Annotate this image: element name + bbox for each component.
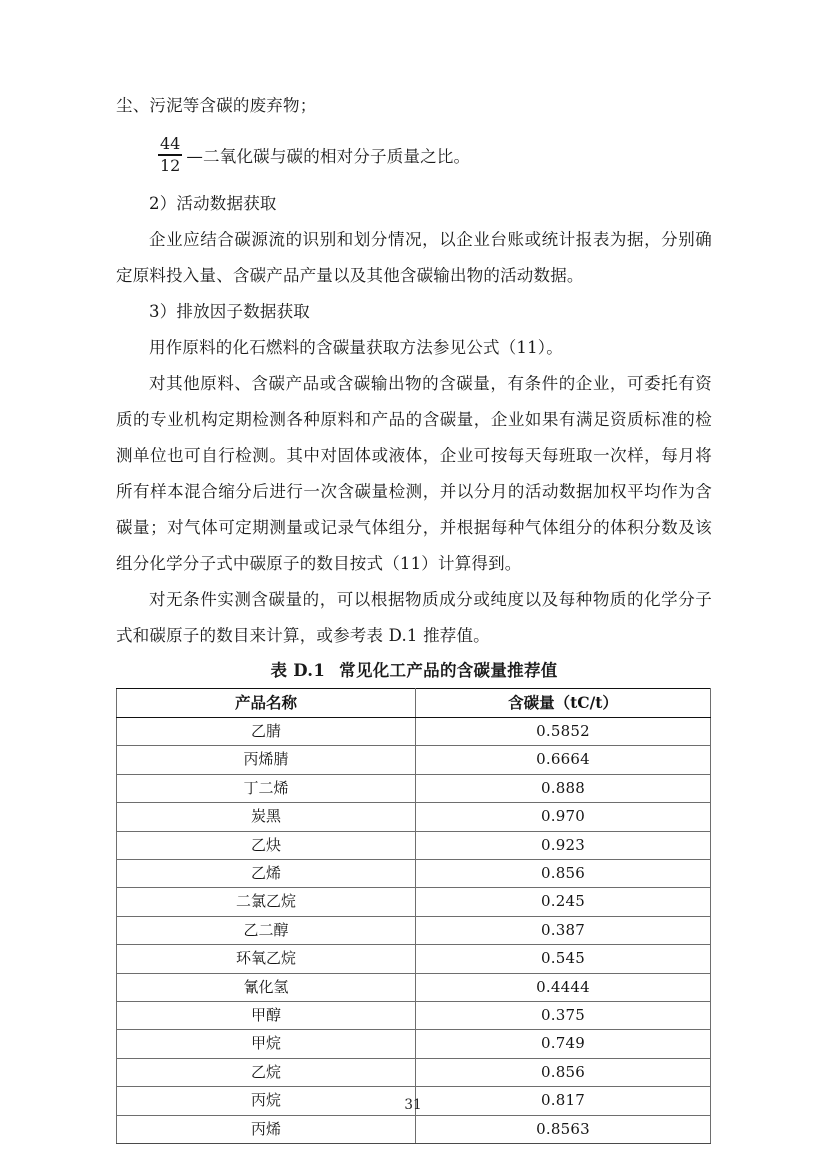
table-row xyxy=(117,803,711,831)
cell-carbon-content: 0.856 xyxy=(416,1058,711,1086)
page-content xyxy=(116,88,712,1144)
paragraph-activity-data: 企业应结合碳源流的识别和划分情况，以企业台账或统计报表为据，分别确定原料投入量、含碳产品产量以及其他含碳输出物的活动数据。 xyxy=(116,230,712,285)
cell-product-name: 丙烷 xyxy=(117,1087,416,1115)
cell-product-name: 乙炔 xyxy=(117,831,416,859)
cell-carbon-content: 0.970 xyxy=(416,803,711,831)
paragraph-waste: 尘、污泥等含碳的废弃物； xyxy=(116,96,317,115)
cell-carbon-content: 0.888 xyxy=(416,774,711,802)
cell-product-name: 甲醇 xyxy=(117,1002,416,1030)
carbon-content-table xyxy=(116,688,711,1144)
cell-carbon-content: 0.545 xyxy=(416,945,711,973)
fraction-definition-line xyxy=(116,124,712,186)
cell-product-name: 氰化氢 xyxy=(117,973,416,1001)
fraction-description: —二氧化碳与碳的相对分子质量之比。 xyxy=(186,147,471,166)
table-row xyxy=(117,1115,711,1143)
column-header-carbon-content: 含碳量（tC/t） xyxy=(416,689,711,718)
table-row xyxy=(117,1058,711,1086)
table-row xyxy=(117,1002,711,1030)
table-row xyxy=(117,718,711,746)
cell-product-name: 丁二烯 xyxy=(117,774,416,802)
cell-product-name: 丙烯腈 xyxy=(117,746,416,774)
table-row xyxy=(117,774,711,802)
fraction-44-over-12 xyxy=(158,135,182,174)
paragraph-fossil-fuel: 用作原料的化石燃料的含碳量获取方法参见公式（11）。 xyxy=(149,338,563,357)
cell-carbon-content: 0.245 xyxy=(416,888,711,916)
table-row xyxy=(117,831,711,859)
cell-carbon-content: 0.6664 xyxy=(416,746,711,774)
table-header-row xyxy=(117,689,711,718)
table-row xyxy=(117,916,711,944)
table-row xyxy=(117,888,711,916)
cell-carbon-content: 0.8563 xyxy=(416,1115,711,1143)
cell-product-name: 乙烯 xyxy=(117,860,416,888)
paragraph-no-measurement: 对无条件实测含碳量的，可以根据物质成分或纯度以及每种物质的化学分子式和碳原子的数目来计算，或参考表 D.1 推荐值。 xyxy=(116,590,712,645)
cell-carbon-content: 0.749 xyxy=(416,1030,711,1058)
fraction-denominator: 12 xyxy=(160,155,181,175)
heading-emission-factor: 3）排放因子数据获取 xyxy=(149,302,310,321)
table-row xyxy=(117,973,711,1001)
table-caption-text: 常见化工产品的含碳量推荐值 xyxy=(339,661,558,680)
cell-product-name: 环氧乙烷 xyxy=(117,945,416,973)
cell-product-name: 乙烷 xyxy=(117,1058,416,1086)
cell-product-name: 二氯乙烷 xyxy=(117,888,416,916)
cell-carbon-content: 0.923 xyxy=(416,831,711,859)
heading-activity-data: 2）活动数据获取 xyxy=(149,194,277,213)
paragraph-testing-method: 对其他原料、含碳产品或含碳输出物的含碳量，有条件的企业，可委托有资质的专业机构定期检测各种原料和产品的含碳量，企业如果有满足资质标准的检测单位也可自行检测。其中对固体或液体，企业可按每天每班取一次样，每月将所有样本混合缩分后进行一次含碳量检测，并以分月的活动数据加权平均作为含碳量；对气体可定期测量或记录气体组分，并根据每种气体组分的体积分数及该组分化学分子式中碳原子的数目按式（11）计算得到。 xyxy=(116,374,712,573)
cell-product-name: 乙腈 xyxy=(117,718,416,746)
table-row xyxy=(117,746,711,774)
page-number: 31 xyxy=(404,1097,422,1113)
cell-product-name: 炭黑 xyxy=(117,803,416,831)
table-caption xyxy=(116,654,712,688)
cell-carbon-content: 0.375 xyxy=(416,1002,711,1030)
table-row xyxy=(117,945,711,973)
table-row xyxy=(117,1030,711,1058)
table-caption-label: 表 D.1 xyxy=(270,661,326,680)
cell-product-name: 乙二醇 xyxy=(117,916,416,944)
cell-carbon-content: 0.817 xyxy=(416,1087,711,1115)
table-row xyxy=(117,860,711,888)
fraction-numerator: 44 xyxy=(160,134,181,154)
table-body xyxy=(117,718,711,1144)
cell-carbon-content: 0.387 xyxy=(416,916,711,944)
column-header-product-name: 产品名称 xyxy=(117,689,416,718)
cell-carbon-content: 0.4444 xyxy=(416,973,711,1001)
cell-product-name: 甲烷 xyxy=(117,1030,416,1058)
cell-carbon-content: 0.856 xyxy=(416,860,711,888)
cell-product-name: 丙烯 xyxy=(117,1115,416,1143)
cell-carbon-content: 0.5852 xyxy=(416,718,711,746)
